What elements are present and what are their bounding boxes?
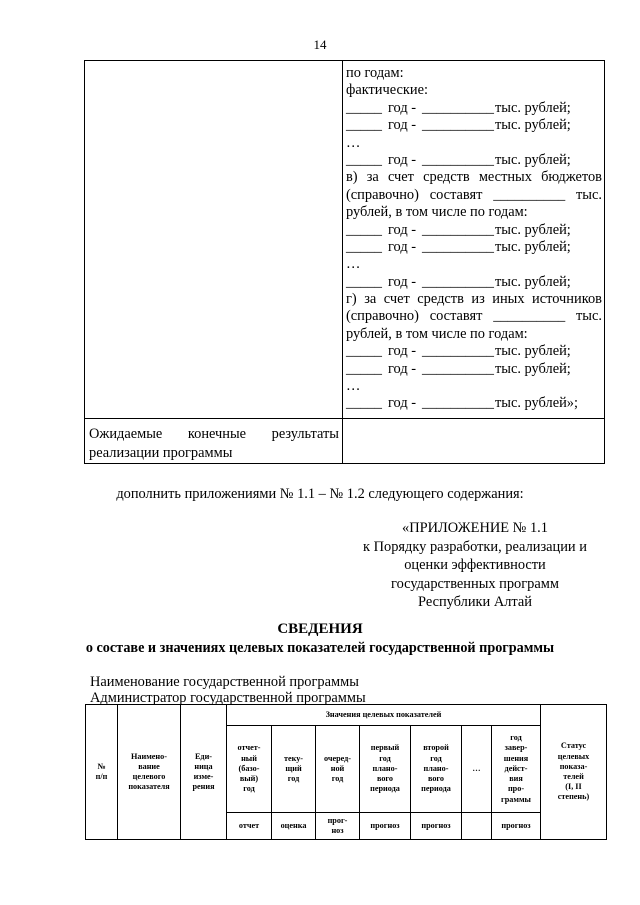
financing-line	[346, 343, 602, 360]
justified-word: из	[471, 291, 485, 308]
financing-line: рублей, в том числе по годам:	[346, 325, 528, 342]
amount-blank: __________	[422, 151, 494, 168]
justified-word: местных	[478, 169, 532, 186]
supplement-text: дополнить приложениями № 1.1 – № 1.2 следующего содержания:	[116, 486, 524, 502]
value-type-cell: оценка	[272, 813, 316, 840]
unit-label: тыс. рублей;	[495, 238, 571, 255]
unit-label: тыс. рублей;	[495, 360, 571, 377]
financing-line: фактические:	[346, 82, 428, 99]
financing-line	[346, 117, 602, 134]
financing-line	[346, 239, 602, 256]
justified-word: г)	[346, 291, 357, 308]
amount-blank: __________	[422, 273, 494, 290]
year-label: год -	[388, 117, 417, 134]
header-unit: Еди- ница изме- рения	[181, 705, 227, 840]
year-blank: _____	[346, 151, 382, 168]
expected-results-label	[89, 425, 339, 463]
header-value-column: …	[462, 726, 492, 813]
unit-label: тыс. рублей;	[495, 117, 571, 134]
program-admin-label: Администратор государственной программы	[90, 690, 366, 706]
amount-blank: __________	[422, 343, 494, 360]
justified-word: бюджетов	[541, 169, 602, 186]
value-type-cell: прогноз	[492, 813, 541, 840]
header-value-column: год завер- шения дейст- вия про- граммы	[492, 726, 541, 813]
page-subheading: о составе и значениях целевых показателей государственной программы	[85, 640, 555, 656]
year-blank: _____	[346, 273, 382, 290]
justified-word: за	[364, 291, 377, 308]
page-number: 14	[313, 37, 327, 52]
financing-line: по годам:	[346, 65, 404, 81]
financing-line	[346, 274, 602, 291]
year-blank: _____	[346, 343, 382, 360]
value-type-cell: прогноз	[360, 813, 411, 840]
value-type-cell	[462, 813, 492, 840]
justified-word: составят	[429, 186, 483, 203]
year-label: год -	[388, 221, 417, 238]
appendix-line: «ПРИЛОЖЕНИЕ № 1.1	[402, 520, 548, 536]
financing-line	[346, 395, 602, 412]
amount-blank: __________	[422, 238, 494, 255]
justified-word: средств	[417, 291, 464, 308]
amount-blank: __________	[422, 221, 494, 238]
header-status: Статус целевых показа- телей (I, II степень)	[541, 705, 607, 840]
justified-word: средств	[423, 169, 470, 186]
justified-word: источников	[532, 291, 602, 308]
year-label: год -	[388, 99, 417, 116]
page-heading: СВЕДЕНИЯ	[277, 621, 363, 637]
financing-line: …	[346, 256, 361, 273]
financing-line: …	[346, 134, 361, 151]
financing-cell	[346, 65, 602, 413]
year-blank: _____	[346, 238, 382, 255]
justified-word: в)	[346, 169, 358, 186]
financing-line	[346, 187, 602, 204]
justified-word: __________	[493, 308, 566, 325]
results-word: конечные	[187, 426, 247, 442]
year-label: год -	[388, 360, 417, 377]
financing-line	[346, 152, 602, 169]
unit-label: тыс. рублей;	[495, 151, 571, 168]
justified-word: составят	[429, 308, 483, 325]
value-type-cell: прог- ноз	[316, 813, 360, 840]
amount-blank: __________	[422, 360, 494, 377]
table-divider-horizontal	[85, 418, 604, 419]
year-blank: _____	[346, 395, 382, 412]
year-label: год -	[388, 343, 417, 360]
justified-word: тыс.	[576, 186, 602, 203]
justified-word: иных	[492, 291, 525, 308]
justified-word: __________	[493, 186, 566, 203]
table-divider-vertical	[342, 61, 343, 463]
justified-word: счет	[383, 291, 410, 308]
unit-label: тыс. рублей;	[495, 273, 571, 290]
financing-line: рублей, в том числе по годам:	[346, 204, 528, 221]
year-blank: _____	[346, 360, 382, 377]
unit-label: тыс. рублей;	[495, 99, 571, 116]
unit-label: тыс. рублей»;	[495, 395, 578, 412]
header-value-column: первый год плано- вого периода	[360, 726, 411, 813]
year-blank: _____	[346, 99, 382, 116]
passport-table	[84, 60, 605, 464]
appendix-line: государственных программ	[391, 575, 559, 592]
justified-word: (справочно)	[346, 186, 419, 203]
header-indicator-name: Наимено- вание целевого показателя	[118, 705, 181, 840]
year-label: год -	[388, 273, 417, 290]
appendix-header	[340, 519, 610, 612]
year-label: год -	[388, 238, 417, 255]
expected-results-line1	[89, 425, 339, 444]
expected-results-line2: реализации программы	[89, 445, 233, 461]
indicators-table	[85, 704, 607, 840]
header-number: № п/п	[86, 705, 118, 840]
appendix-line: к Порядку разработки, реализации и	[363, 538, 587, 555]
amount-blank: __________	[422, 117, 494, 134]
year-label: год -	[388, 151, 417, 168]
financing-line: …	[346, 378, 361, 395]
appendix-line: Республики Алтай	[418, 594, 532, 610]
financing-line	[346, 291, 602, 308]
unit-label: тыс. рублей;	[495, 343, 571, 360]
header-value-column: теку- щий год	[272, 726, 316, 813]
financing-line	[346, 100, 602, 117]
appendix-line: оценки эффективности	[404, 557, 546, 573]
results-word: Ожидаемые	[89, 426, 163, 442]
header-value-column: второй год плано- вого периода	[411, 726, 462, 813]
justified-word: тыс.	[576, 308, 602, 325]
value-type-cell: прогноз	[411, 813, 462, 840]
justified-word: за	[366, 169, 379, 186]
program-name-label: Наименование государственной программы	[90, 674, 359, 690]
value-type-cell: отчет	[227, 813, 272, 840]
unit-label: тыс. рублей;	[495, 221, 571, 238]
justified-word: счет	[387, 169, 414, 186]
amount-blank: __________	[422, 395, 494, 412]
justified-word: (справочно)	[346, 308, 419, 325]
year-label: год -	[388, 395, 417, 412]
financing-line	[346, 222, 602, 239]
year-blank: _____	[346, 117, 382, 134]
results-word: результаты	[271, 426, 339, 442]
financing-line	[346, 361, 602, 378]
financing-line	[346, 169, 602, 186]
header-value-column: отчет- ный (базо- вый) год	[227, 726, 272, 813]
year-blank: _____	[346, 221, 382, 238]
header-value-column: очеред- ной год	[316, 726, 360, 813]
financing-line	[346, 308, 602, 325]
amount-blank: __________	[422, 99, 494, 116]
header-values-group: Значения целевых показателей	[227, 705, 541, 726]
